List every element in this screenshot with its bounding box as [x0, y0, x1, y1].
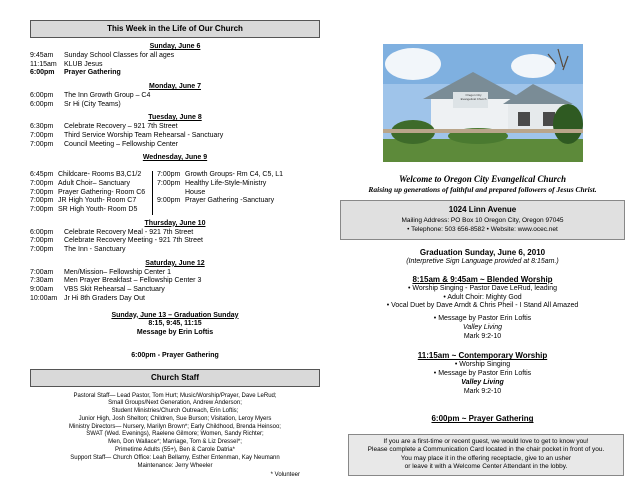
event-row: 10:00am Jr Hi 8th Graders Day Out [30, 294, 145, 302]
event-row: 6:00pm Prayer Gathering [30, 69, 121, 77]
event-row: 9:00am VBS Skit Rehearsal – Sanctuary [30, 286, 165, 293]
staff-line: Maintenance: Jerry Wheeler [137, 462, 213, 469]
day-tuesday [30, 114, 320, 149]
schedule-column [30, 20, 320, 480]
tagline: Raising up generations of faithful and prepared followers of Jesus Christ. [368, 185, 597, 195]
mailing-address: Mailing Address: PO Box 10 Oregon City, Oregon 97045 [401, 216, 564, 224]
day-title: Thursday, June 10 [144, 219, 206, 227]
event-row: 7:00pm Council Meeting – Fellowship Center [30, 140, 178, 148]
blended-topic: Valley Living [462, 323, 503, 331]
church-photo [383, 44, 583, 162]
blended-title: 8:15am & 9:45am ~ Blended Worship [412, 274, 553, 284]
staff-line: Pastoral Staff— Lead Pastor, Tom Hurt; Music/Worship/Prayer, Dave LeRud; [73, 392, 277, 399]
staff-line: SWAT (Wed. Evenings), Raelene Gilmore; Women, Sandy Richter; [86, 431, 264, 438]
event-row: 9:45am Sunday School Classes for all ages [30, 51, 175, 59]
event-row: 7:00pm Third Service Worship Team Rehearsal - Sanctuary [30, 131, 224, 139]
contemporary-topic: Valley Living [461, 378, 504, 386]
graduation-right-title: Graduation Sunday, June 6, 2010 [419, 248, 546, 258]
note-line: If you are a first-time or recent guest, we would love to get to know you! [383, 438, 589, 445]
graduation-block [30, 312, 320, 338]
event-row: 6:30pm Celebrate Recovery – 921 7th Street [30, 123, 178, 130]
contemporary-title: 11:15am ~ Contemporary Worship [417, 351, 548, 361]
right-prayer [340, 414, 625, 425]
days-block-1 [30, 43, 320, 163]
day-title: Monday, June 7 [149, 83, 201, 90]
event-row: 6:00pm Celebrate Recovery Meal - 921 7th Street [30, 228, 194, 236]
address-box [340, 200, 625, 241]
volunteer-note: * Volunteer [270, 472, 300, 479]
event-row: 7:00am Men/Mission– Fellowship Center 1 [30, 268, 171, 276]
event-row: 7:00pm SR High Youth- Room D5 [30, 206, 138, 213]
event-row: 7:00pm Prayer Gathering- Room C6 [30, 188, 146, 196]
graduation-message: Message by Erin Loftis [136, 329, 214, 336]
staff-header: Church Staff [30, 369, 320, 387]
church-sign: Oregon City Evangelical Church [460, 93, 487, 101]
right-prayer-text: 6:00pm ~ Prayer Gathering [431, 414, 534, 424]
event-row: 7:00pm Growth Groups- Rm C4, C5, L1 [157, 171, 284, 178]
note-line: or leave it with a Welcome Center Attendant in the lobby. [404, 463, 568, 471]
staff-line: Student Ministries/Church Outreach, Erin Loftis; [111, 408, 239, 415]
day-monday [30, 83, 320, 109]
church-photo-illustration [383, 44, 583, 162]
day-title: Sunday, June 6 [149, 43, 201, 50]
contemporary-ref: Mark 9:2-10 [463, 387, 502, 395]
staff-line: Junior High, Josh Shelton; Children, Sue Burson; Visitation, Leroy Myers [78, 415, 272, 422]
prayer-line: 6:00pm - Prayer Gathering [131, 351, 219, 359]
graduation-times: 8:15, 9:45, 11:15 [148, 320, 202, 328]
contact-info: • Telephone: 503 656-8582 • Website: www.ocec.net [407, 226, 558, 234]
staff-line: Primetime Adults (55+), Ben & Carole Datria* [115, 447, 235, 454]
staff-line: Support Staff— Church Office: Leah Bellamy, Esther Entenman, Kay Neumann [70, 454, 280, 461]
note-line: Please complete a Communication Card located in the chair pocket in front of you. [367, 446, 605, 454]
day-title: Saturday, June 12 [145, 259, 205, 267]
day-title: Wednesday, June 9 [142, 154, 208, 162]
event-row: 7:00pm The Inn - Sanctuary [30, 246, 126, 253]
event-row: 9:00pm Prayer Gathering -Sanctuary [157, 197, 275, 205]
contemporary-line: • Message by Pastor Erin Loftis [433, 370, 532, 378]
event-row: 7:00pm JR High Youth- Room C7 [30, 197, 137, 205]
guest-note [348, 434, 624, 476]
graduation-right [340, 248, 625, 267]
week-header: This Week in the Life of Our Church [30, 20, 320, 38]
wednesday-left [30, 171, 153, 215]
contemporary-worship [340, 351, 625, 396]
graduation-title: Sunday, June 13 – Graduation Sunday [111, 311, 239, 319]
blended-message: • Message by Pastor Erin Loftis [433, 315, 532, 323]
event-row: 7:30am Men Prayer Breakfast – Fellowship Center 3 [30, 277, 202, 285]
staff-line: Small Groups/Next Generation, Andrew Anderson; [108, 400, 242, 407]
wednesday-right [153, 171, 317, 215]
info-column [340, 20, 625, 425]
note-line: You may place it in the offering receptacle, give to an usher [400, 454, 572, 462]
event-row: 11:15am KLUB Jesus [30, 60, 103, 68]
event-row: 7:00pm Adult Choir– Sanctuary [30, 179, 130, 187]
blended-line: • Adult Choir: Mighty God [443, 293, 522, 301]
blended-line: • Vocal Duet by Dave Arndt & Chris Pheil - I Stand All Amazed [386, 302, 579, 310]
event-row: 6:45pm Childcare- Rooms B3,C1/2 [30, 171, 142, 178]
event-row: 6:00pm Sr Hi (City Teams) [30, 100, 121, 108]
day-title: Tuesday, June 8 [148, 114, 202, 122]
event-row: 7:00pm Healthy Life-Style-Ministry [157, 179, 267, 187]
contemporary-line: • Worship Singing [454, 361, 511, 369]
graduation-right-sub: (Interpretive Sign Language provided at 8:15am.) [406, 258, 559, 266]
event-row: House [185, 188, 206, 196]
street-address: 1024 Linn Avenue [448, 204, 517, 214]
blended-line: • Worship Singing - Pastor Dave LeRud, leading [407, 284, 557, 292]
staff-line: Men, Don Wallace*; Marriage, Tom & Liz Dressel*; [108, 439, 242, 446]
event-row: 7:00pm Celebrate Recovery Meeting - 921 7th Street [30, 237, 203, 245]
days-block-2 [30, 220, 320, 304]
staff-list [30, 393, 320, 471]
wednesday-columns [30, 171, 320, 215]
blended-ref: Mark 9:2-10 [463, 332, 502, 340]
welcome-title: Welcome to Oregon City Evangelical Church [398, 174, 567, 184]
day-sunday [30, 43, 320, 78]
event-row: 6:00pm The Inn Growth Group – C4 [30, 91, 151, 99]
blended-worship [340, 275, 625, 342]
staff-line: Ministry Directors— Nursery, Marilyn Brown*; Early Childhood, Brenda Heinsoo; [69, 423, 281, 430]
